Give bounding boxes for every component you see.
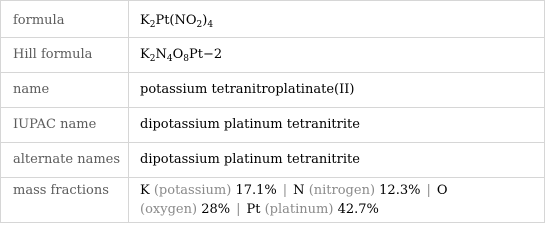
row-label: name	[13, 82, 50, 97]
row-label: formula	[13, 13, 65, 28]
row-hill-formula	[1, 37, 544, 72]
row-label: alternate names	[13, 152, 121, 167]
separator: |	[282, 183, 288, 198]
row-label: mass fractions	[13, 183, 109, 198]
row-label: IUPAC name	[13, 117, 97, 132]
formula-value: $K_2Pt(NO_2)_4$	[140, 13, 214, 30]
mass-fraction-item: K (potassium) 17.1%	[140, 183, 277, 198]
row-alternate-names	[1, 142, 544, 177]
mass-fraction-item: Pt (platinum) 42.7%	[246, 202, 379, 217]
separator: |	[236, 202, 241, 217]
row-label: Hill formula	[13, 47, 93, 62]
mass-fraction-item: O (oxygen) 28%	[140, 183, 448, 217]
mass-fractions-value	[140, 181, 500, 219]
iupac-name-value: dipotassium platinum tetranitrite	[140, 117, 360, 132]
alternate-names-value: dipotassium platinum tetranitrite	[140, 152, 360, 167]
row-name	[1, 72, 544, 107]
row-mass-fractions	[1, 177, 544, 223]
name-value: potassium tetranitroplatinate(II)	[140, 82, 355, 97]
row-iupac-name	[1, 107, 544, 142]
hill-formula-value: $K_2N_4O_8Pt-2$	[140, 47, 223, 64]
separator: |	[426, 183, 431, 198]
mass-fraction-item: N (nitrogen) 12.3%	[293, 183, 421, 198]
